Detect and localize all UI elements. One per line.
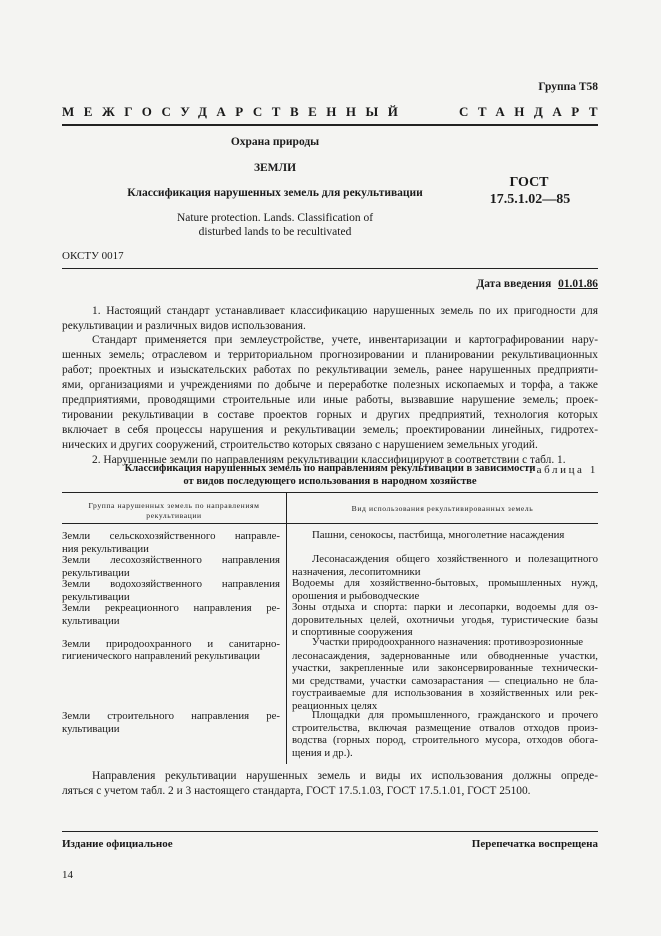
title-en1: Nature protection. Lands. Classification of	[176, 212, 374, 224]
title-en2: disturbed lands to be recultivated	[198, 226, 352, 238]
cell-line: орошения и рыбоводческие	[292, 589, 420, 602]
table-row-2-left	[62, 554, 280, 579]
header-right: СТАНДАРТ	[458, 104, 607, 119]
title-line3: Классификация нарушенных земель для рекультивации	[127, 187, 423, 199]
footer-edition: Издание официальное	[62, 838, 173, 850]
p2-line: включает в себя процессы нарушения и рекультивации земель; проектировании линейных, гидротех-	[62, 424, 598, 436]
p2-line: предприятиями, проводящими строительные или иные работы, вызвавшие нарушение земель; проек-	[62, 394, 598, 406]
closing-paragraph	[62, 769, 598, 799]
cell-line: лесонасаждения, задернованные или обводненные участки,	[292, 649, 598, 662]
table-row-6-left	[62, 710, 280, 735]
table-label: Таблица 1	[527, 464, 598, 476]
cell-line: гоустраиваемые для использования в хозяйственных или рек-	[292, 687, 598, 700]
cell-line: назначения, лесопитомники	[292, 565, 421, 578]
group-label: Группа Т58	[538, 81, 598, 93]
gost-number: 17.5.1.02—85	[489, 192, 571, 207]
col1-header-line: Группа нарушенных земель по направлениям	[88, 501, 260, 510]
date-value: 01.01.86	[558, 278, 598, 290]
table-caption-2: от видов последующего использования в народном хозяйстве	[183, 476, 477, 487]
cell-line: и спортивные сооружения	[292, 626, 413, 639]
cell-line: Участки природоохранного назначения: противоэрозионные	[312, 637, 584, 648]
cell-line: рекультивации	[62, 566, 130, 579]
cell-line: Зоны отдыха и спорта: парки и лесопарки, водоемы для оз-	[292, 601, 598, 613]
date-label: Дата введения	[476, 278, 552, 290]
table-header-rule	[62, 523, 598, 524]
cell-line: Земли сельскохозяйственного направле-	[62, 530, 280, 542]
closing-line: ляться с учетом табл. 2 и 3 настоящего стандарта, ГОСТ 17.5.1.03, ГОСТ 17.5.1.01, ГОСТ 25100.	[62, 785, 531, 797]
p2-line: ями, организациями и учреждениями по добыче и переработке полезных ископаемых и торфа, а также	[62, 379, 598, 391]
header-rule	[62, 124, 598, 126]
table-col-divider	[286, 492, 287, 764]
p2-line: Стандарт применяется при землеустройстве, учете, инвентаризации и картографировании нару-	[92, 334, 598, 346]
cell-line: участки, закрепленные или законсервированные технически-	[292, 662, 598, 675]
cell-line: Пашни, сенокосы, пастбища, многолетние насаждения	[312, 529, 565, 541]
table-row-5-right	[292, 637, 598, 713]
date-line	[476, 278, 598, 290]
p2-line: шенных земель; отраслевом и территориальном прогнозировании и планировании рекультивационных	[62, 349, 598, 361]
table-caption-1: Классификация нарушенных земель по направлениям рекультивации в зависимости	[124, 463, 536, 474]
table-row-3-right	[292, 577, 598, 602]
table-row-1-right	[292, 529, 598, 542]
cell-line: культивации	[62, 722, 120, 735]
cell-line: строительства, включая размещение отвалов отходов произ-	[292, 721, 598, 734]
cell-line: Земли природоохранного и санитарно-	[62, 638, 280, 650]
page-number: 14	[62, 869, 73, 881]
p1-line: 1. Настоящий стандарт устанавливает классификацию нарушенных земель по их пригодности для	[92, 305, 598, 317]
footer-rule	[62, 831, 598, 832]
cell-line: Земли строительного направления ре-	[62, 710, 280, 722]
p3-line: 2. Нарушенные земли по направлениям рекультивации классифицируют в соответствии с табл. 1.	[92, 454, 566, 466]
col1-header-line: рекультивации	[146, 511, 202, 520]
cell-line: реационных целях	[292, 699, 378, 712]
okstu-rule	[62, 268, 598, 269]
table-row-4-left	[62, 602, 280, 627]
cell-line: ния рекультивации	[62, 542, 149, 555]
title-line2: ЗЕМЛИ	[253, 162, 297, 174]
table-row-6-right	[292, 709, 598, 759]
table-row-1-left	[62, 530, 280, 555]
cell-line: Лесонасаждения общего хозяйственного и полезащитного	[312, 553, 598, 565]
cell-line: Земли водохозяйственного направления	[62, 578, 280, 590]
table-row-3-left	[62, 578, 280, 603]
table-top-rule	[62, 492, 598, 493]
cell-line: рекультивации	[62, 590, 130, 603]
cell-line: доровительных целей, охотничьи угодья, туристические базы	[292, 613, 598, 626]
table-row-2-right	[292, 553, 598, 578]
paragraph-2	[62, 333, 598, 453]
cell-line: ми средствами, участки самозарастания — специально не бла-	[292, 674, 598, 687]
table-col1-header	[62, 501, 286, 521]
footer-reprint: Перепечатка воспрещена	[471, 838, 598, 850]
cell-line: Земли лесохозяйственного направления	[62, 554, 280, 566]
p2-line: тировании рекультивации в составе проектов горных и других предприятий, технология которых	[62, 409, 598, 421]
closing-line: Направления рекультивации нарушенных земель и виды их использования должны опреде-	[92, 770, 598, 782]
cell-line: Земли рекреационного направления ре-	[62, 602, 280, 614]
cell-line: Водоемы для хозяйственно-бытовых, промышленных нужд,	[292, 577, 598, 589]
cell-line: щения и др.).	[292, 746, 353, 759]
okstu: ОКСТУ 0017	[62, 250, 124, 262]
cell-line: Площадки для промышленного, гражданского и прочего	[312, 709, 598, 721]
table-col2-header: Вид использования рекультивированных земель	[351, 504, 534, 513]
table-row-5-left	[62, 638, 280, 663]
cell-line: гигиенического направлений рекультивации	[62, 650, 261, 662]
cell-line: водства (горных пород, строительного мусора, отходов обога-	[292, 734, 598, 747]
cell-line: культивации	[62, 614, 120, 627]
paragraph-1	[62, 304, 598, 334]
table-row-4-right	[292, 601, 598, 639]
p2-line: нических и других сооружений, строительство которых связано с нарушением земельных угодий.	[62, 439, 538, 451]
title-line1: Охрана природы	[230, 136, 320, 148]
p1-line: рекультивации и различных видов использования.	[62, 320, 306, 332]
gost-label: ГОСТ	[509, 175, 549, 190]
p2-line: работ; проектных и изыскательских работах по рекультивации земель, ранее нарушенных предприяти-	[62, 364, 598, 376]
header-left: МЕЖГОСУДАРСТВЕННЫЙ	[62, 104, 408, 119]
